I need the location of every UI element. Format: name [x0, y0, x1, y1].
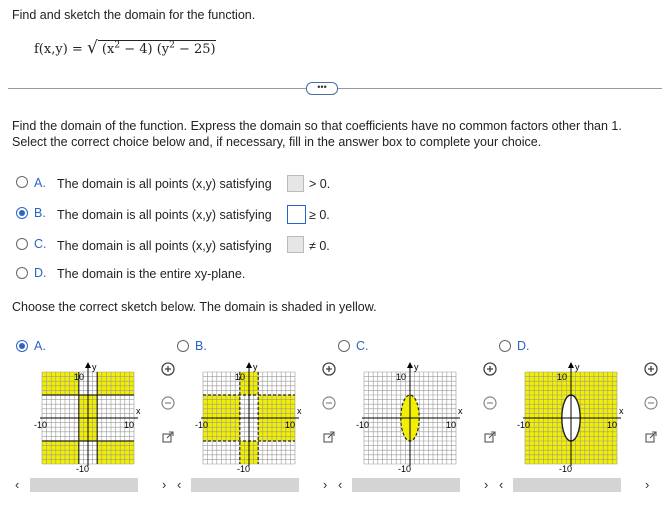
popout-icon[interactable]	[322, 430, 336, 444]
radio-option-b[interactable]	[16, 207, 28, 219]
graph-c[interactable]	[354, 360, 469, 475]
option-c-suffix: ≠ 0.	[309, 239, 330, 253]
option-c-letter: C.	[34, 237, 47, 251]
option-b-text: The domain is all points (x,y) satisfying	[57, 208, 272, 222]
x-max-label: 10	[285, 420, 296, 430]
x-axis-label: x	[297, 406, 302, 416]
y-max-label: 10	[396, 372, 407, 382]
option-b-letter: B.	[34, 206, 46, 220]
scrollbar-thumb[interactable]	[352, 478, 460, 492]
x-max-label: 10	[124, 420, 135, 430]
sketch-instructions: Choose the correct sketch below. The domain is shaded in yellow.	[12, 300, 377, 314]
question-prompt: Find and sketch the domain for the function.	[12, 8, 256, 22]
option-a-text: The domain is all points (x,y) satisfying	[57, 177, 272, 191]
popout-icon[interactable]	[483, 430, 497, 444]
scrollbar-thumb[interactable]	[30, 478, 138, 492]
y-axis-arrow	[568, 362, 574, 368]
x-min-label: -10	[195, 420, 209, 430]
more-button[interactable]: •••	[306, 82, 338, 95]
instructions-line-1: Find the domain of the function. Express the domain so that coefficients have no common factors other than 1.	[12, 119, 622, 133]
answer-box-c[interactable]	[287, 236, 304, 253]
graph-b[interactable]	[193, 360, 308, 475]
zoom-in-icon[interactable]	[322, 362, 336, 376]
radio-graph-a[interactable]	[16, 340, 28, 352]
y-axis-label: y	[575, 362, 580, 372]
graph-c-letter: C.	[356, 339, 369, 353]
radio-graph-d[interactable]	[499, 340, 511, 352]
zoom-in-icon[interactable]	[161, 362, 175, 376]
x-axis-label: x	[458, 406, 463, 416]
y-min-label: -10	[559, 464, 573, 474]
x-axis-label: x	[136, 406, 141, 416]
x-axis-label: x	[619, 406, 624, 416]
popout-icon[interactable]	[644, 430, 658, 444]
option-c-text: The domain is all points (x,y) satisfying	[57, 239, 272, 253]
y-axis-label: y	[92, 362, 97, 372]
scroll-left-arrow[interactable]: ‹	[15, 477, 20, 492]
graph-a[interactable]	[32, 360, 147, 475]
scroll-left-arrow[interactable]: ‹	[338, 477, 343, 492]
x-min-label: -10	[34, 420, 48, 430]
zoom-in-icon[interactable]	[644, 362, 658, 376]
zoom-out-icon[interactable]	[161, 396, 175, 410]
radio-graph-c[interactable]	[338, 340, 350, 352]
x-max-label: 10	[607, 420, 618, 430]
scrollbar-thumb[interactable]	[191, 478, 299, 492]
scroll-left-arrow[interactable]: ‹	[177, 477, 182, 492]
y-max-label: 10	[74, 372, 85, 382]
x-min-label: -10	[356, 420, 370, 430]
radio-option-c[interactable]	[16, 238, 28, 250]
graph-a-letter: A.	[34, 339, 46, 353]
graph-d[interactable]	[515, 360, 630, 475]
option-a-letter: A.	[34, 176, 46, 190]
scroll-left-arrow[interactable]: ‹	[499, 477, 504, 492]
radio-option-a[interactable]	[16, 176, 28, 188]
answer-box-a[interactable]	[287, 175, 304, 192]
radio-option-d[interactable]	[16, 267, 28, 279]
option-d-letter: D.	[34, 266, 47, 280]
zoom-in-icon[interactable]	[483, 362, 497, 376]
scroll-right-arrow[interactable]: ›	[484, 477, 489, 492]
scroll-right-arrow[interactable]: ›	[323, 477, 328, 492]
function-formula: f(x,y) = √ $(x^2 - 4) (y^2 - 25)$	[34, 38, 216, 58]
scroll-right-arrow[interactable]: ›	[162, 477, 167, 492]
y-axis-label: y	[253, 362, 258, 372]
instructions-line-2: Select the correct choice below and, if necessary, fill in the answer box to complete your choice.	[12, 135, 542, 149]
option-a-suffix: > 0.	[309, 177, 331, 191]
y-min-label: -10	[237, 464, 251, 474]
scroll-right-arrow[interactable]: ›	[645, 477, 650, 492]
y-max-label: 10	[557, 372, 568, 382]
option-d-text: The domain is the entire xy-plane.	[57, 267, 246, 281]
scrollbar-thumb[interactable]	[513, 478, 621, 492]
x-max-label: 10	[446, 420, 457, 430]
y-axis-arrow	[407, 362, 413, 368]
zoom-out-icon[interactable]	[644, 396, 658, 410]
y-axis-label: y	[414, 362, 419, 372]
y-axis-arrow	[85, 362, 91, 368]
radio-graph-b[interactable]	[177, 340, 189, 352]
option-b-suffix: ≥ 0.	[309, 208, 330, 222]
zoom-out-icon[interactable]	[483, 396, 497, 410]
y-axis-arrow	[246, 362, 252, 368]
y-min-label: -10	[398, 464, 412, 474]
y-min-label: -10	[76, 464, 90, 474]
zoom-out-icon[interactable]	[322, 396, 336, 410]
popout-icon[interactable]	[161, 430, 175, 444]
answer-box-b[interactable]	[287, 205, 306, 224]
x-min-label: -10	[517, 420, 531, 430]
y-max-label: 10	[235, 372, 246, 382]
graph-d-letter: D.	[517, 339, 530, 353]
graph-b-letter: B.	[195, 339, 207, 353]
